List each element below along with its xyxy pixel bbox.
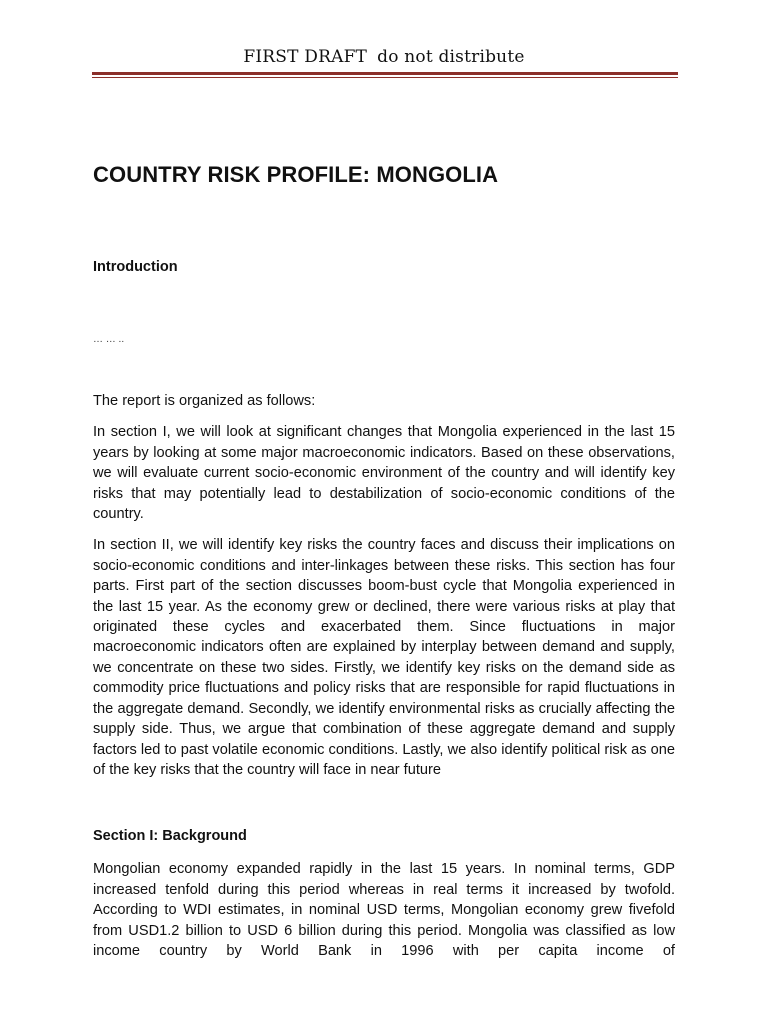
background-heading: Section I: Background xyxy=(93,828,247,845)
introduction-heading: Introduction xyxy=(93,259,178,275)
header-rule-thick xyxy=(92,72,678,75)
document-body xyxy=(93,160,675,961)
section2-summary-paragraph: In section II, we will identify key risks the country faces and discuss their implications on socio-economic conditions and inter-linkages between these risks. This section has four parts. First part of the section discusses boom-bust cycle that Mongolia experienced in the last 15 year. As the economy grew or declined, there were various risks at play that originated these cycles and exacerbated them. Since fluctuations in major macroeconomic indicators often are explained by interplay between demand and supply, we concentrate on these two sides. Firstly, we identify key risks on the demand side as commodity price fluctuations and policy risks that are responsible for rapid fluctuations in the aggregate demand. Secondly, we identify environmental risks as crucially affecting the supply side. Thus, we argue that combination of these aggregate demand and supply factors led to past volatile economic conditions. Lastly, we also identify political risk as one of the key risks that the country will face in near future xyxy=(93,537,675,778)
header-distribution-note: do not distribute xyxy=(377,47,525,67)
introduction-placeholder: … … .. xyxy=(93,334,125,345)
header-draft-label: FIRST DRAFT xyxy=(243,47,368,67)
background-paragraph: Mongolian economy expanded rapidly in the last 15 years. In nominal terms, GDP increased tenfold during this period whereas in real terms it increased by twofold. According to WDI estimates, in nominal USD terms, Mongolian economy grew fivefold from USD1.2 billion to USD 6 billion during this period. Mongolia was classified as low income country by World Bank in 1996 with per capita income of xyxy=(93,861,675,959)
organization-sentence: The report is organized as follows: xyxy=(93,393,316,409)
section1-summary-paragraph: In section I, we will look at significant changes that Mongolia experienced in the last 15 years by looking at some major macroeconomic indicators. Based on these observations, we will evaluate current socio-economic environment of the country and will identify key risks that may potentially lead to destabilization of socio-economic conditions of the country. xyxy=(93,424,675,523)
document-title: COUNTRY RISK PROFILE: MONGOLIA xyxy=(93,162,499,187)
page-header xyxy=(0,47,768,67)
header-rule-thin xyxy=(92,77,678,78)
